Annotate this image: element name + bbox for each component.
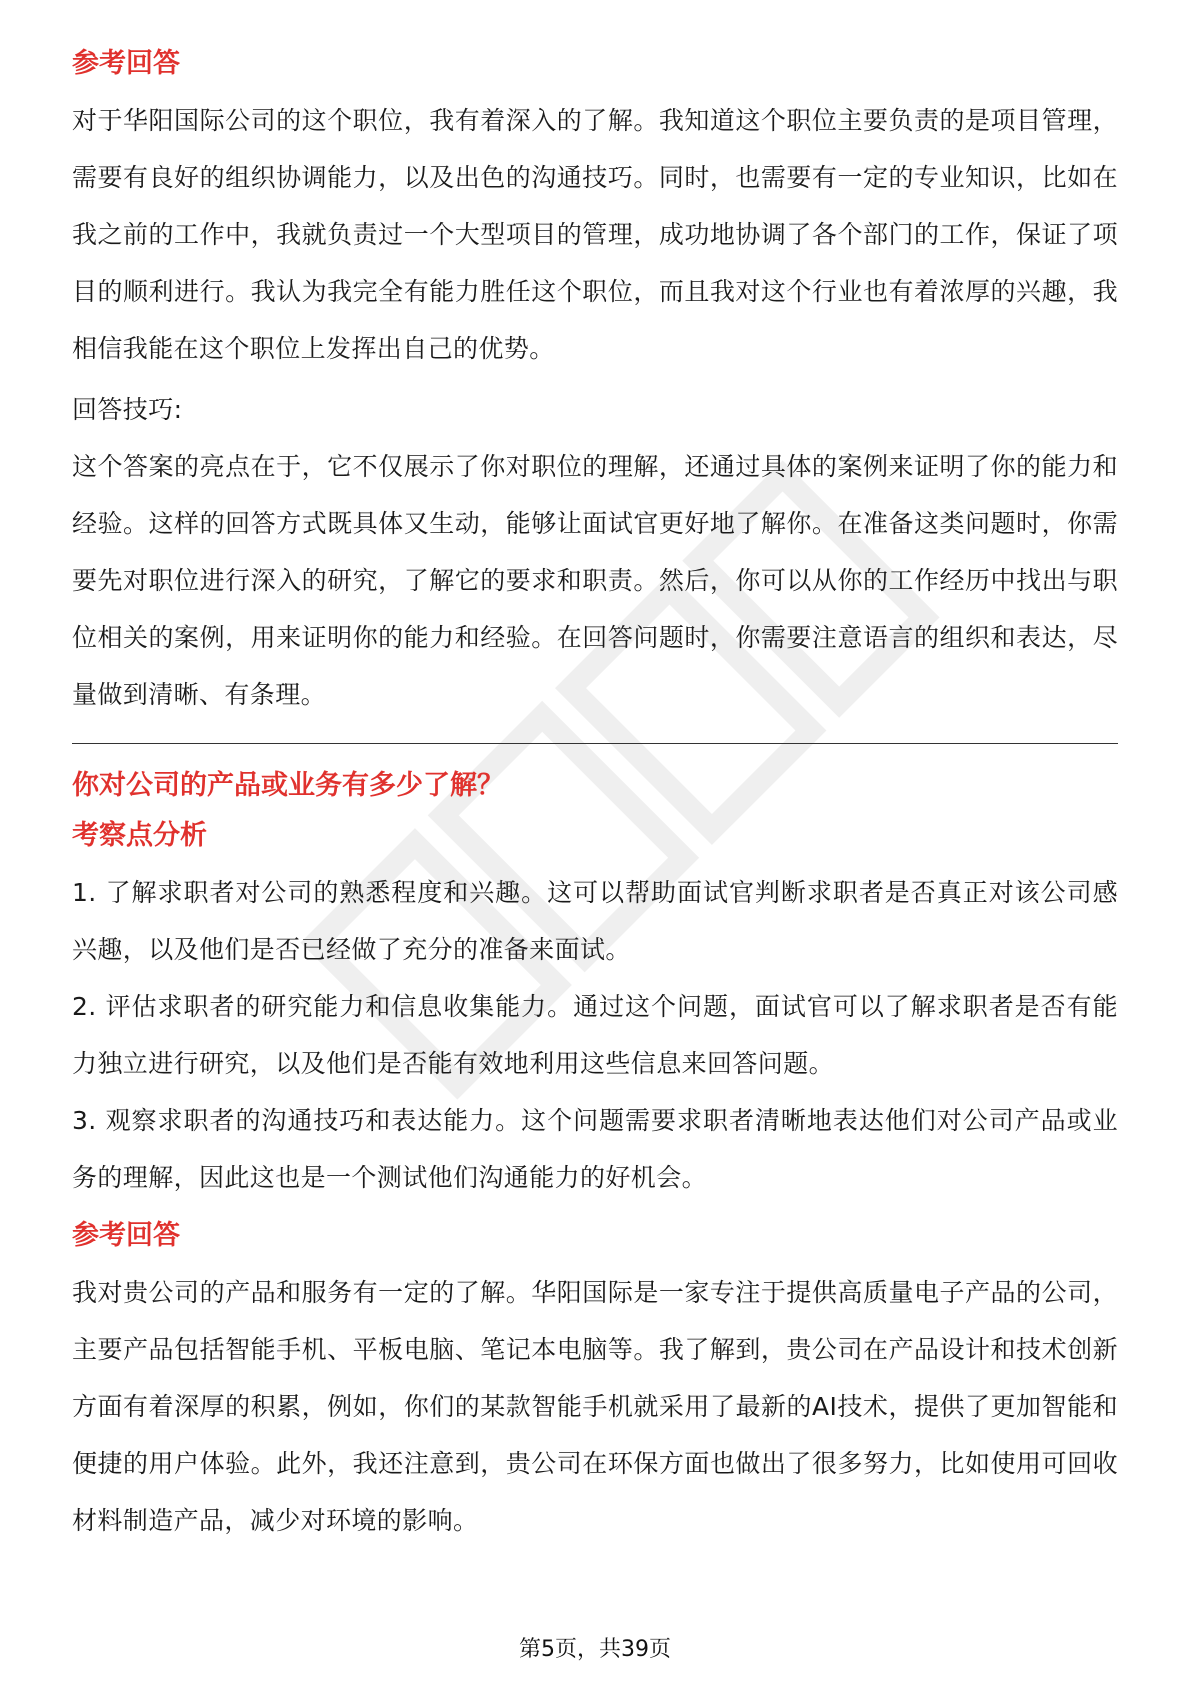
analysis-heading: 考察点分析 (72, 820, 207, 851)
answer-heading: 参考回答 (72, 48, 180, 79)
analysis-point-3: 3. 观察求职者的沟通技巧和表达能力。这个问题需要求职者清晰地表达他们对公司产品或业务的理解，因此这也是一个测试他们沟通能力的好机会。 (72, 1106, 1118, 1192)
document-page (72, 44, 1118, 1549)
answer-heading-2: 参考回答 (72, 1220, 180, 1251)
tips-text: 这个答案的亮点在于，它不仅展示了你对职位的理解，还通过具体的案例来证明了你的能力和经验。这样的回答方式既具体又生动，能够让面试官更好地了解你。在准备这类问题时，你需要先对职位进行深入的研究，了解它的要求和职责。然后，你可以从你的工作经历中找出与职位相关的案例，用来证明你的能力和经验。在回答问题时，你需要注意语言的组织和表达，尽量做到清晰、有条理。 (72, 452, 1118, 709)
tips-heading: 回答技巧: (72, 395, 183, 424)
section-divider (72, 743, 1118, 744)
answer-text-2: 我对贵公司的产品和服务有一定的了解。华阳国际是一家专注于提供高质量电子产品的公司，主要产品包括智能手机、平板电脑、笔记本电脑等。我了解到，贵公司在产品设计和技术创新方面有着深厚的积累，例如，你们的某款智能手机就采用了最新的AI技术，提供了更加智能和便捷的用户体验。此外，我还注意到，贵公司在环保方面也做出了很多努力，比如使用可回收材料制造产品，减少对环境的影响。 (72, 1278, 1118, 1535)
answer-text: 对于华阳国际公司的这个职位，我有着深入的了解。我知道这个职位主要负责的是项目管理，需要有良好的组织协调能力，以及出色的沟通技巧。同时，也需要有一定的专业知识，比如在我之前的工作中，我就负责过一个大型项目的管理，成功地协调了各个部门的工作，保证了项目的顺利进行。我认为我完全有能力胜任这个职位，而且我对这个行业也有着浓厚的兴趣，我相信我能在这个职位上发挥出自己的优势。 (72, 106, 1118, 363)
question-title: 你对公司的产品或业务有多少了解？ (72, 770, 504, 801)
analysis-point-1: 1. 了解求职者对公司的熟悉程度和兴趣。这可以帮助面试官判断求职者是否真正对该公司感兴趣，以及他们是否已经做了充分的准备来面试。 (72, 878, 1118, 964)
page-number: 第5页，共39页 (519, 1637, 671, 1662)
analysis-point-2: 2. 评估求职者的研究能力和信息收集能力。通过这个问题，面试官可以了解求职者是否有能力独立进行研究，以及他们是否能有效地利用这些信息来回答问题。 (72, 992, 1118, 1078)
